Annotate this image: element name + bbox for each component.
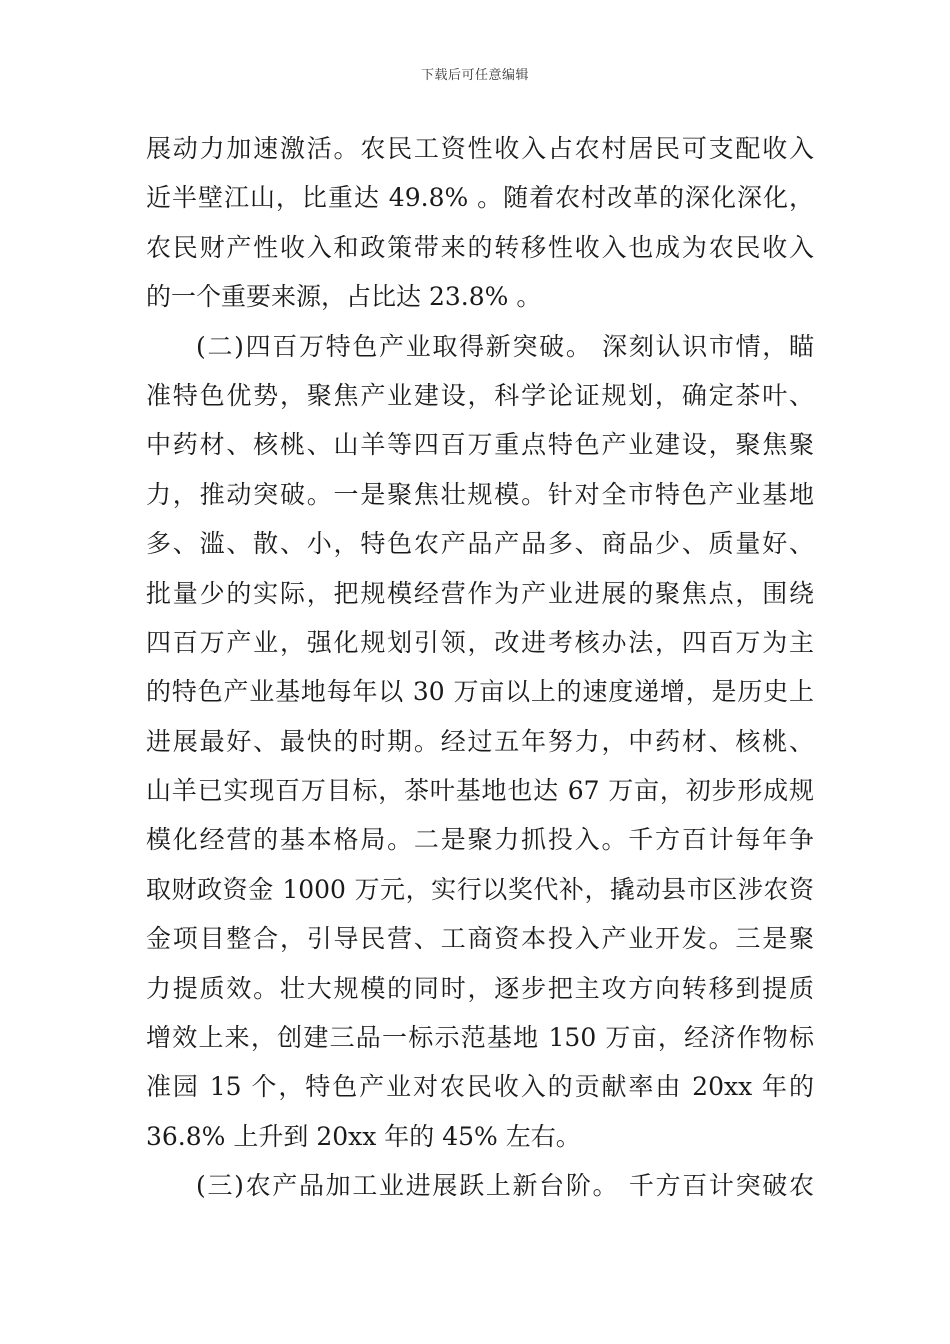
- text-line: 增效上来，创建三品一标示范基地 150 万亩，经济作物标: [146, 1023, 814, 1053]
- text-line: 多、滥、散、小，特色农产品产品多、商品少、质量好、: [146, 529, 814, 559]
- text-line: 金项目整合，引导民营、工商资本投入产业开发。三是聚: [146, 924, 814, 954]
- text-line: 进展最好、最快的时期。经过五年努力，中药材、核桃、: [146, 726, 814, 756]
- text-line: 取财政资金 1000 万元，实行以奖代补，撬动县市区涉农资: [146, 874, 814, 904]
- text-line: 36.8% 上升到 20xx 年的 45% 左右。: [146, 1121, 581, 1151]
- text-line: 力，推动突破。一是聚焦壮规模。针对全市特色产业基地: [146, 479, 814, 509]
- text-line: 近半壁江山，比重达 49.8% 。随着农村改革的深化深化，: [146, 183, 814, 213]
- body-text: [146, 124, 814, 1211]
- page-header-note: 下载后可任意编辑: [420, 68, 529, 83]
- text-line: 的一个重要来源，占比达 23.8% 。: [146, 282, 542, 312]
- text-line: 准园 15 个，特色产业对农民收入的贡献率由 20xx 年的: [146, 1072, 814, 1102]
- section-heading-line: (三)农产品加工业进展跃上新台阶。 千方百计突破农: [196, 1171, 814, 1201]
- text-line: 批量少的实际，把规模经营作为产业进展的聚焦点，围绕: [146, 578, 814, 608]
- text-line: 力提质效。壮大规模的同时，逐步把主攻方向转移到提质: [146, 973, 814, 1003]
- text-line: 模化经营的基本格局。二是聚力抓投入。千方百计每年争: [146, 825, 814, 855]
- text-line: 的特色产业基地每年以 30 万亩以上的速度递增，是历史上: [146, 677, 814, 707]
- text-line: 中药材、核桃、山羊等四百万重点特色产业建设，聚焦聚: [146, 430, 814, 460]
- text-line: 准特色优势，聚焦产业建设，科学论证规划，确定茶叶、: [146, 380, 814, 410]
- section-heading-line: (二)四百万特色产业取得新突破。 深刻认识市情，瞄: [196, 331, 814, 361]
- text-line: 农民财产性收入和政策带来的转移性收入也成为农民收入: [146, 232, 814, 262]
- text-line: 四百万产业，强化规划引领，改进考核办法，四百万为主: [146, 627, 814, 657]
- text-line: 展动力加速激活。农民工资性收入占农村居民可支配收入: [146, 134, 814, 163]
- text-line: 山羊已实现百万目标，茶叶基地也达 67 万亩，初步形成规: [146, 776, 814, 806]
